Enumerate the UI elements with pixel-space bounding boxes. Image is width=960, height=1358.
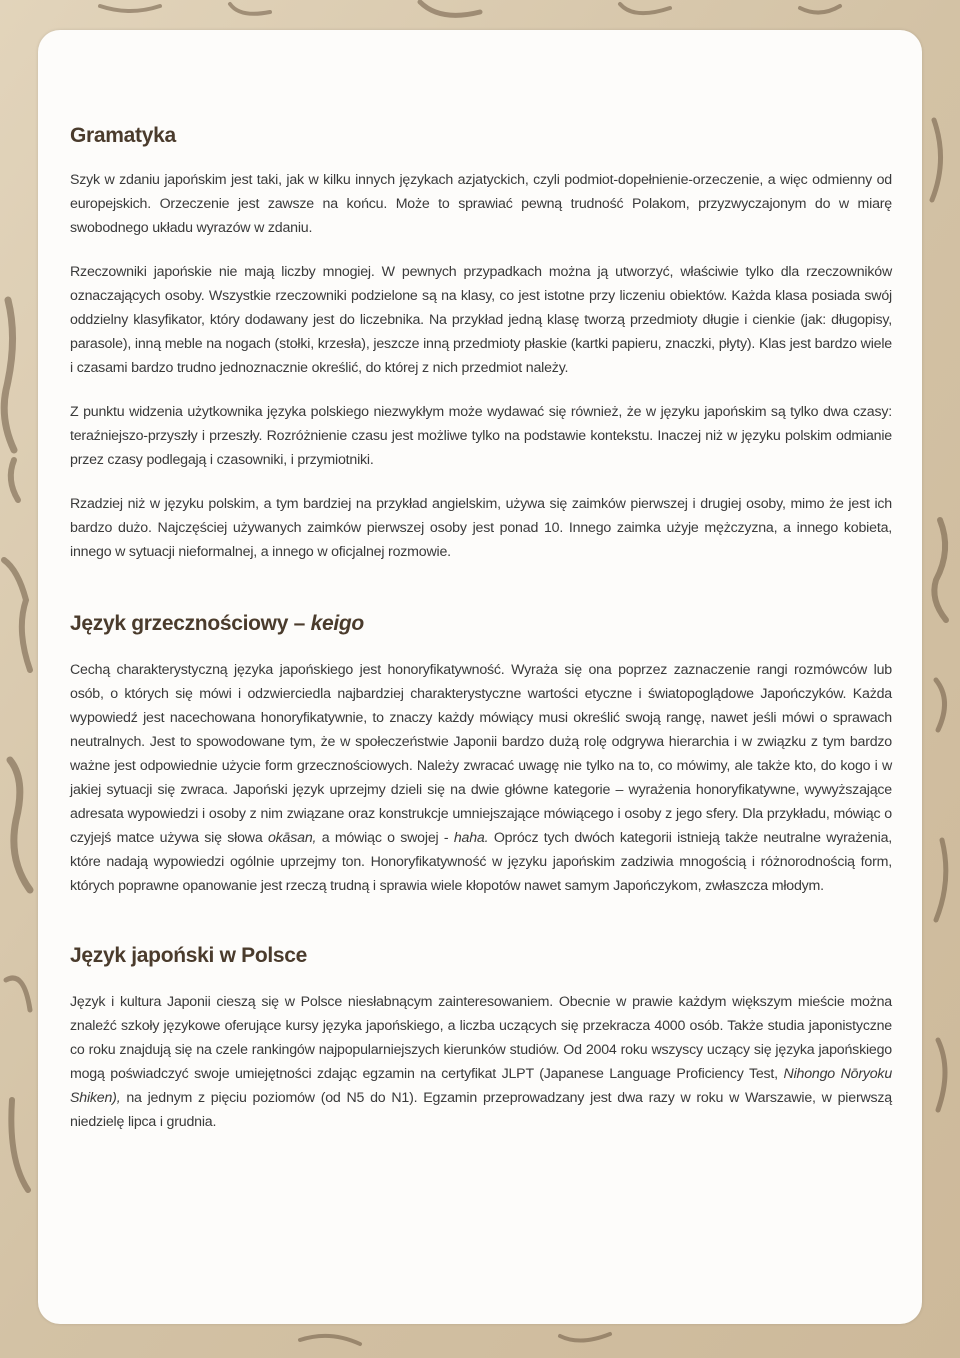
heading-keigo — [70, 612, 892, 636]
paragraph-keigo — [70, 658, 892, 898]
term-okasan: okāsan, — [267, 830, 317, 846]
paragraph-text: Cechą charakterystyczną języka japońskiego jest honoryfikatywność. Wyraża się ona poprzez zaznaczenie rangi rozmówców lub osób, o których się mówi i odzwierciedla najbardziej charakterystyczne wartości etyczne i światopoglądowe Japończyków. Każda wypowiedź jest nacechowana honoryfikatywnie, to znaczy każdy mówiący musi określić swoją rangę, nawet jeśli mówi o sprawach neutralnych. Jest to spowodowane tym, że w społeczeństwie Japonii bardzo dużą rolę odgrywa hierarchia i w związku z tym bardzo ważne jest odpowiednie użycie form grzecznościowych. Należy zwracać uwagę nie tylko na to, co mówimy, ale także kto, do kogo i w jakiej sytuacji się zwraca. Japoński język uprzejmy dzieli się na dwie główne kategorie – wyrażenia honoryfikatywne, wywyższające adresata wypowiedzi i osoby z nim związane oraz konstrukcje umniejszające mówiącego i osoby z jego sfery. Dla przykładu, mówiąc o czyjejś matce używa się słowa — [70, 662, 892, 846]
paragraph-text: Język i kultura Japonii cieszą się w Polsce niesłabnącym zainteresowaniem. Obecnie w prawie każdym większym mieście można znaleźć szkoły językowe oferujące kursy języka japońskiego, a liczba uczących się przekracza 4000 osób. Także studia japonistyczne co roku znajdują się na czele rankingów najpopularniejszych kierunków studiów. Od 2004 roku wszyscy uczący się języka japońskiego mogą poświadczyć swoje umiejętności zdając egzamin na certyfikat JLPT (Japanese Language Proficiency Test, — [70, 994, 892, 1082]
paragraph-text: a mówiąc o swojej - — [321, 830, 449, 846]
heading-japanese-in-poland: Język japoński w Polsce — [70, 944, 308, 967]
paragraph: Szyk w zdaniu japońskim jest taki, jak w kilku innych językach azjatyckich, czyli podmiot-dopełnienie-orzeczenie, a więc odmienny od europejskich. Orzeczenie jest zawsze na końcu. Może to sprawiać pewną trudność Polakom, przyzwyczajonym do w miarę swobodnego układu wyrazów w zdaniu. — [70, 172, 892, 236]
paragraph: Z punktu widzenia użytkownika języka polskiego niezwykłym może wydawać się również, że w języku japońskim są tylko dwa czasy: teraźniejszo-przyszły i przeszły. Rozróżnienie czasu jest możliwe tylko na podstawie kontekstu. Inaczej niż w języku polskim odmianie przez czasy podlegają i czasowniki, i przymiotniki. — [70, 404, 892, 468]
term-haha: haha. — [453, 830, 489, 846]
document-body — [70, 124, 892, 1134]
paragraph: Rzadziej niż w języku polskim, a tym bardziej na przykład angielskim, używa się zaimków pierwszej i drugiej osoby, mimo że jest ich bardzo dużo. Najczęściej używanych zaimków pierwszej osoby jest ponad 10. Innego zaimka użyje mężczyzna, a innego kobieta, innego w sytuacji nieformalnej, a innego w oficjalnej rozmowie. — [70, 496, 892, 560]
heading-keigo-term: keigo — [310, 612, 364, 635]
paragraph-poland — [70, 990, 892, 1134]
heading-keigo-text: Język grzecznościowy – — [70, 612, 306, 635]
heading-grammar: Gramatyka — [70, 124, 176, 147]
paragraph-text: Oprócz tych dwóch kategorii istnieją także neutralne wyrażenia, które nadają wypowiedzi ogólnie uprzejmy ton. Honoryfikatywność w języku japońskim zadziwia mnogością i różnorodnością form, których poprawne opanowanie jest rzeczą trudną i sprawia wiele kłopotów nawet samym Japończykom, zwłaszcza młodym. — [70, 830, 893, 894]
paragraph-text: na jednym z pięciu poziomów (od N5 do N1). Egzamin przeprowadzany jest dwa razy w roku w Warszawie, w pierwszą niedzielę lipca i grudnia. — [70, 1090, 892, 1130]
paragraph: Rzeczowniki japońskie nie mają liczby mnogiej. W pewnych przypadkach można ją utworzyć, właściwie tylko dla rzeczowników oznaczających osoby. Wszystkie rzeczowniki podzielone są na klasy, co jest istotne przy liczeniu obiektów. Każda klasa posiada swój oddzielny klasyfikator, który dodawany jest do liczebnika. Na przykład jedną klasę tworzą przedmioty długie i cienkie (jak: długopisy, parasole), inną meble na nogach (stołki, krzesła), jeszcze inną przedmioty płaskie (kartki papieru, znaczki, płyty). Klas jest bardzo wiele i czasami bardzo trudno jednoznacznie określić, do której z nich przedmiot należy. — [70, 264, 892, 376]
term-nihongo-noryoku-shiken: Nihongo Nōryoku Shiken), — [70, 1066, 893, 1106]
